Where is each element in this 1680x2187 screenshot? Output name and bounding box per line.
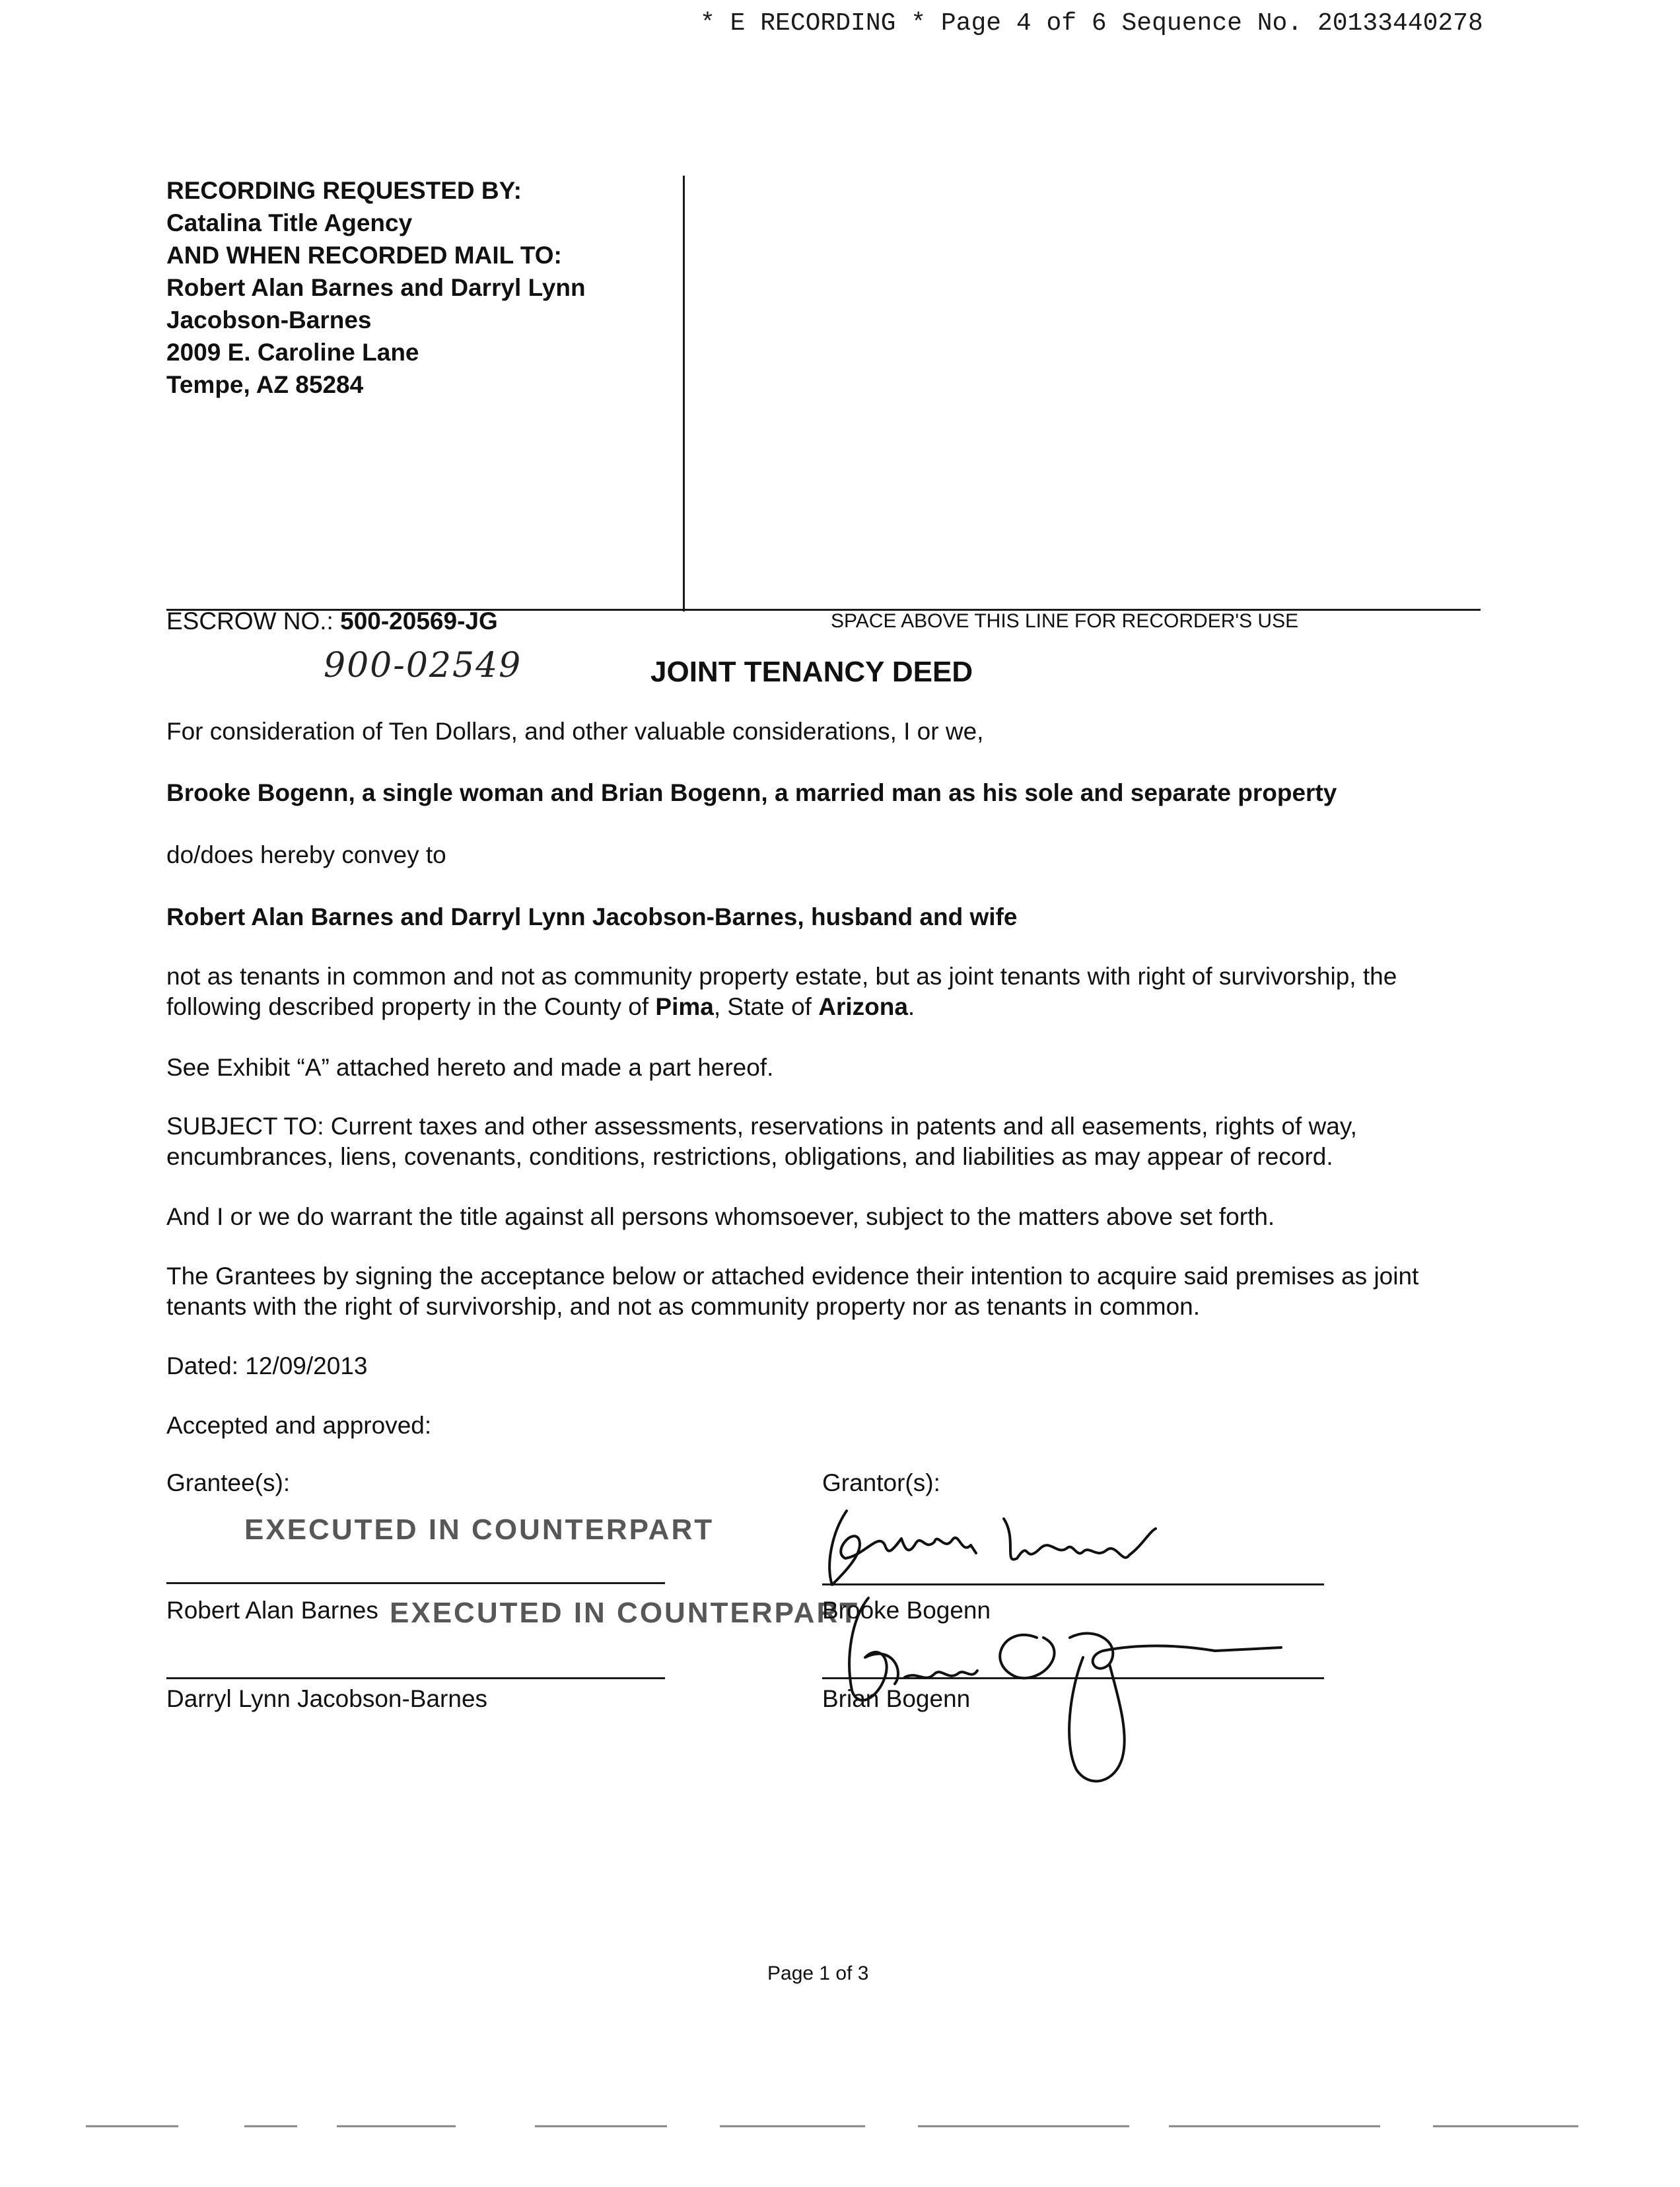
scan-artifact-strip [86, 2113, 1592, 2139]
escrow-number-line [166, 608, 498, 635]
escrow-label: ESCROW NO.: [166, 608, 333, 635]
convey-paragraph: do/does hereby convey to [166, 841, 446, 868]
grantee-label: Grantee(s): [166, 1469, 291, 1496]
tenancy-text-middle: , State of [713, 993, 819, 1020]
grantors-paragraph: Brooke Bogenn, a single woman and Brian Bogenn, a married man as his sole and separate property [166, 779, 1337, 806]
recorder-box-divider [683, 176, 685, 611]
recording-requested-block [166, 174, 668, 401]
consideration-paragraph: For consideration of Ten Dollars, and other valuable considerations, I or we, [166, 718, 984, 745]
grantee-2-name: Darryl Lynn Jacobson-Barnes [166, 1685, 488, 1712]
subject-to-paragraph: SUBJECT TO: Current taxes and other assessments, reservations in patents and all easements, rights of way, encumbrances, liens, covenants, conditions, restrictions, obligations, and liabilities as may appear of record. [166, 1113, 1357, 1170]
counterpart-stamp: EXECUTED IN COUNTERPART [244, 1513, 715, 1546]
acceptance-paragraph: The Grantees by signing the acceptance below or attached evidence their intention to acquire said premises as joint tenants with the right of survivorship, and not as community property nor as tenants in common. [166, 1263, 1419, 1320]
mail-to-city-line: Tempe, AZ 85284 [166, 371, 364, 398]
signature-line-grantee-2 [166, 1677, 665, 1679]
handwritten-file-number: 900-02549 [324, 646, 522, 685]
tenancy-text-end: . [907, 993, 915, 1020]
state-name: Arizona [818, 993, 908, 1020]
recorder-use-note: SPACE ABOVE THIS LINE FOR RECORDER'S USE [831, 610, 1299, 632]
warranty-paragraph: And I or we do warrant the title against all persons whomsoever, subject to the matters above set forth. [166, 1203, 1275, 1230]
mail-to-name-line-1: Robert Alan Barnes and Darryl Lynn [166, 274, 586, 301]
accepted-line: Accepted and approved: [166, 1412, 432, 1439]
deed-title: JOINT TENANCY DEED [650, 656, 973, 688]
tenancy-text-before: not as tenants in common and not as community property estate, but as joint tenants with right of survivorship, the following described property in the County of [166, 963, 1397, 1020]
county-name: Pima [655, 993, 714, 1020]
grantor-2-name: Brian Bogenn [822, 1685, 971, 1712]
handwritten-signatures [806, 1492, 1413, 1796]
grantee-1-name: Robert Alan Barnes [166, 1597, 378, 1624]
grantees-paragraph: Robert Alan Barnes and Darryl Lynn Jacobson-Barnes, husband and wife [166, 903, 1018, 930]
brooke-signature [829, 1511, 1156, 1585]
signature-line-grantee-1 [166, 1582, 665, 1584]
brian-signature [849, 1598, 1281, 1781]
recording-requested-by-line: RECORDING REQUESTED BY: [166, 177, 522, 204]
mail-to-street-line: 2009 E. Caroline Lane [166, 339, 419, 366]
counterpart-stamp: EXECUTED IN COUNTERPART [390, 1597, 860, 1629]
page-number: Page 1 of 3 [767, 1962, 869, 1984]
requester-name-line: Catalina Title Agency [166, 209, 413, 236]
dated-line: Dated: 12/09/2013 [166, 1352, 368, 1379]
grantor-1-name: Brooke Bogenn [822, 1597, 991, 1624]
tenancy-paragraph [166, 961, 1481, 1022]
mail-to-line: AND WHEN RECORDED MAIL TO: [166, 242, 562, 269]
recording-header: * E RECORDING * Page 4 of 6 Sequence No. 20133440278 [700, 9, 1483, 38]
grantor-label: Grantor(s): [822, 1469, 940, 1496]
mail-to-name-line-2: Jacobson-Barnes [166, 306, 372, 333]
escrow-number: 500-20569-JG [340, 608, 498, 635]
exhibit-paragraph: See Exhibit “A” attached hereto and made a part hereof. [166, 1054, 774, 1081]
